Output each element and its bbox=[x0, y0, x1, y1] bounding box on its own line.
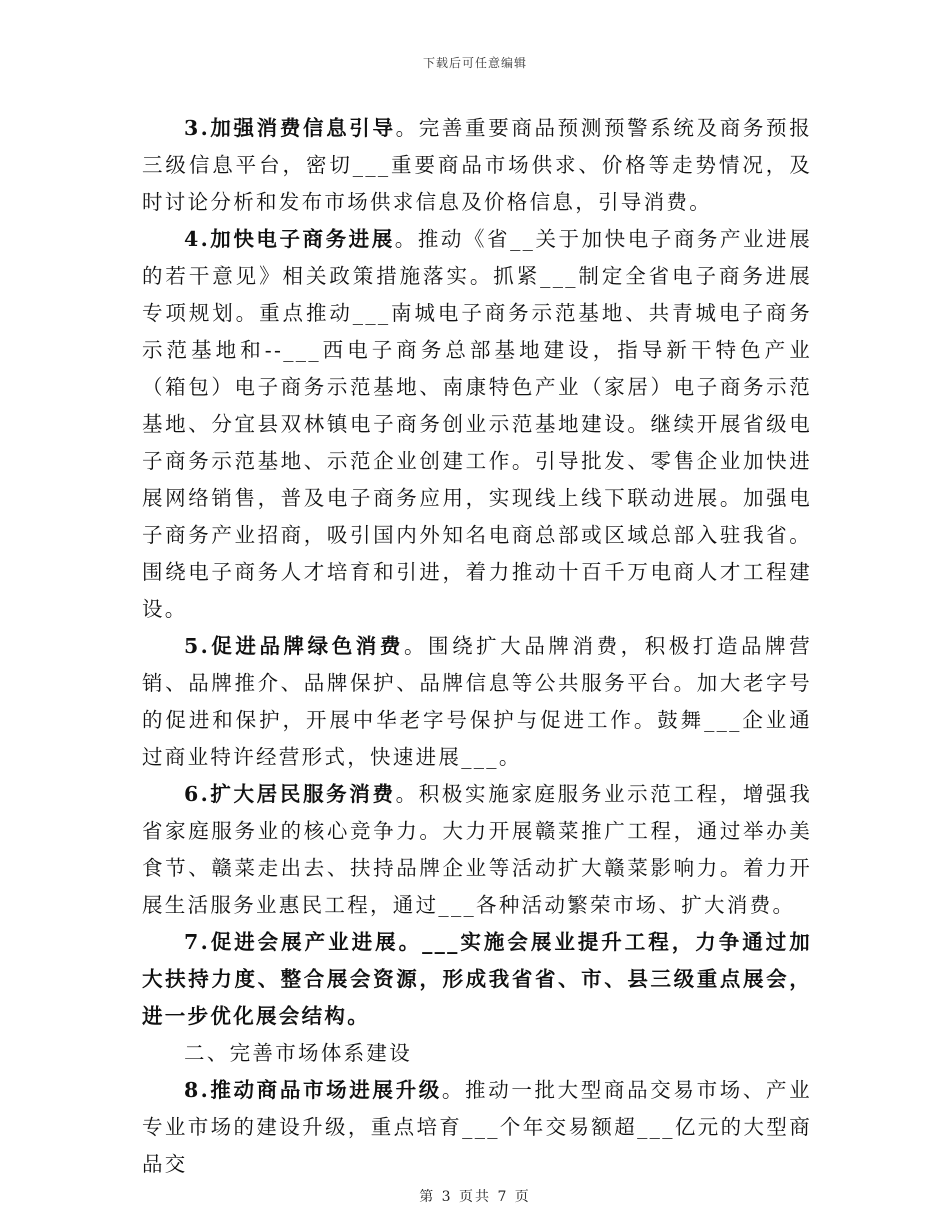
paragraph-heading: 6.扩大居民服务消费 bbox=[184, 782, 396, 806]
paragraph-text: 。推动《省__关于加快电子商务产业进展的若干意见》相关政策措施落实。抓紧___制定全省电子商务进展专项规划。重点推动___南城电子商务示范基地、共青城电子商务示范基地和--___西电子商务总部基地建设，指导新干特色产业（箱包）电子商务示范基地、南康特色产业（家居）电子商务示范基地、分宜县双林镇电子商务创业示范基地建设。继续开展省级电子商务示范基地、示范企业创建工作。引导批发、零售企业加快进展网络销售，普及电子商务应用，实现线上线下联动进展。加强电子商务产业招商，吸引国内外知名电商总部或区域总部入驻我省。围绕电子商务人才培育和引进，着力推动十百千万电商人才工程建设。 bbox=[142, 227, 812, 621]
section-heading bbox=[142, 1035, 812, 1072]
paragraph-text: 。推动一批大型商品交易市场、产业专业市场的建设升级，重点培育___个年交易额超___亿元的大型商品交 bbox=[142, 1078, 812, 1176]
section-title: 二、完善市场体系建设 bbox=[184, 1041, 413, 1065]
paragraph-3 bbox=[142, 110, 812, 221]
paragraph-heading: 4.加快电子商务进展 bbox=[184, 227, 395, 251]
page-header: 下载后可任意编辑 bbox=[422, 56, 527, 70]
paragraph-4 bbox=[142, 221, 812, 628]
paragraph-5 bbox=[142, 628, 812, 776]
paragraph-6 bbox=[142, 776, 812, 924]
paragraph-heading: 7.促进会展产业进展。___实施会展业提升工程，力争通过加大扶持力度、整合展会资源，形成我省省、市、县三级重点展会，进一步优化展会结构。 bbox=[142, 930, 812, 1028]
paragraph-text: 。积极实施家庭服务业示范工程，增强我省家庭服务业的核心竞争力。大力开展赣菜推广工程，通过举办美食节、赣菜走出去、扶持品牌企业等活动扩大赣菜影响力。着力开展生活服务业惠民工程，通过___各种活动繁荣市场、扩大消费。 bbox=[142, 782, 812, 917]
paragraph-7 bbox=[142, 924, 812, 1035]
paragraph-heading: 5.促进品牌绿色消费 bbox=[184, 634, 404, 658]
paragraph-heading: 8.推动商品市场进展升级 bbox=[184, 1078, 442, 1102]
paragraph-text: 。围绕扩大品牌消费，积极打造品牌营销、品牌推介、品牌保护、品牌信息等公共服务平台。加大老字号的促进和保护，开展中华老字号保护与促进工作。鼓舞___企业通过商业特许经营形式，快速进展___。 bbox=[142, 634, 812, 769]
document-body bbox=[142, 110, 812, 1183]
paragraph-heading: 3.加强消费信息引导 bbox=[184, 116, 396, 140]
page-footer: 第 3 页共 7 页 bbox=[419, 1189, 531, 1205]
paragraph-8 bbox=[142, 1072, 812, 1183]
paragraph-text: 。完善重要商品预测预警系统及商务预报三级信息平台，密切___重要商品市场供求、价格等走势情况，及时讨论分析和发布市场供求信息及价格信息，引导消费。 bbox=[142, 116, 812, 214]
